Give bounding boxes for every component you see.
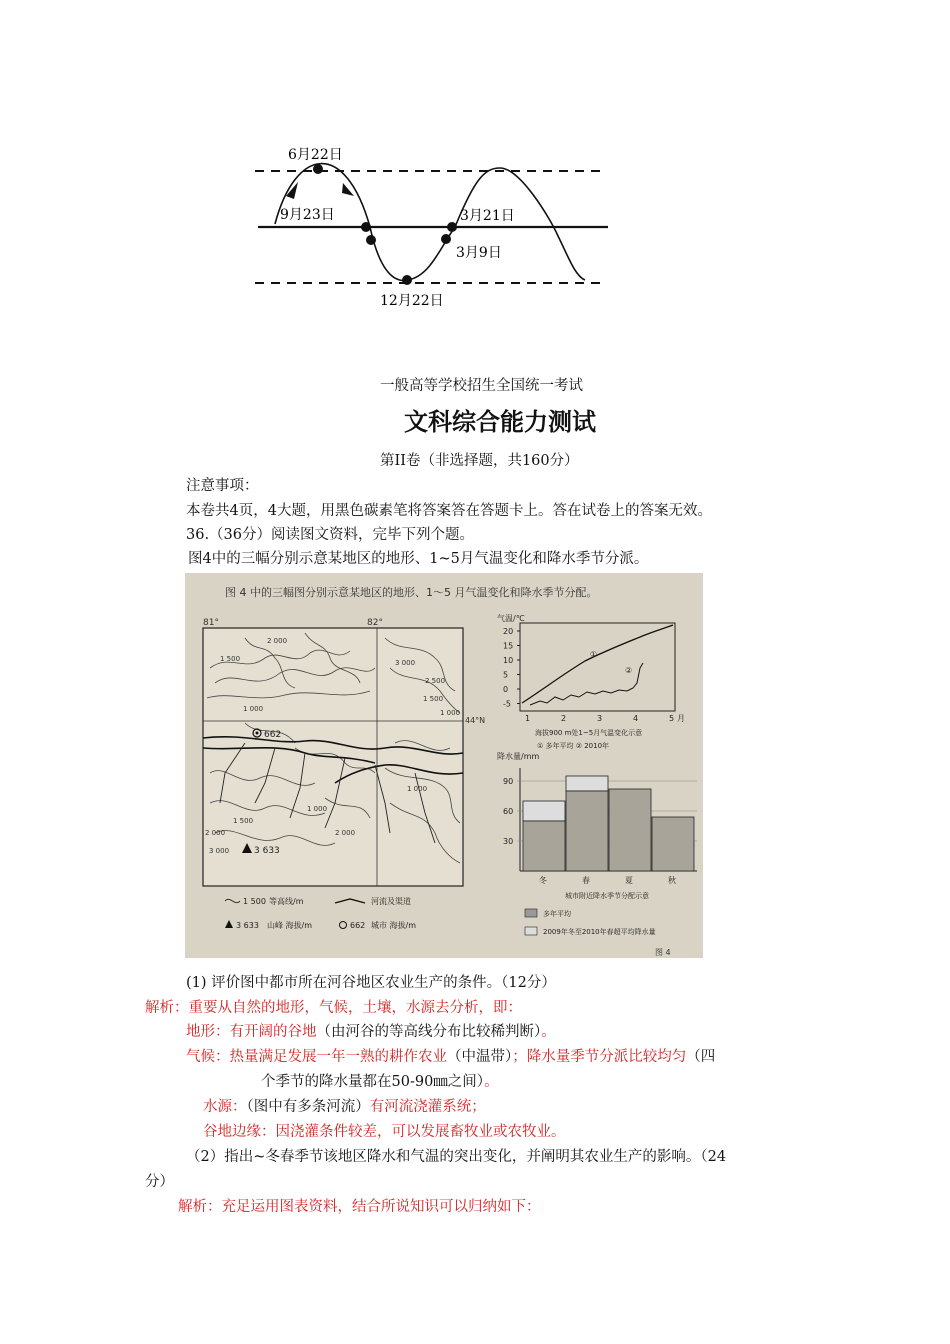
map-contour-label: 1 500 — [233, 817, 254, 825]
precip-bar-average — [566, 791, 608, 871]
temp-xtick-label: 3 — [597, 714, 603, 723]
legend-river-label: 河流及渠道 — [371, 897, 411, 906]
question-2-line1: （2）指出~冬春季节该地区降水和气温的突出变化，并阐明其农业生产的影响。（24 — [186, 1149, 727, 1165]
precip-category-label: 春 — [582, 876, 590, 885]
map-contour-label: 2 000 — [267, 637, 288, 645]
label-mar21: 3月21日 — [460, 208, 515, 224]
answer-1-intro: 解析：重要从自然的地形，气候，土壤，水源去分析，即： — [145, 1000, 522, 1016]
terrain-note: （由河谷的等高线分布比较稀判断） — [316, 1024, 542, 1040]
label-mar9: 3月9日 — [456, 245, 502, 261]
temp-xtick-label: 4 — [633, 714, 639, 723]
question-36: 36.（36分）阅读图文资料，完毕下列个题。 — [186, 527, 475, 543]
temp-xtick-label: 5 — [669, 714, 675, 723]
map-lon-81: 81° — [203, 618, 219, 628]
precip-ytick-label: 30 — [503, 837, 514, 846]
legend-peak-label: 山峰 海拔/m — [267, 921, 313, 930]
sep-after-dot — [366, 235, 376, 245]
legend-contour-value: 1 500 — [243, 897, 266, 906]
map-contour-label: 1 500 — [423, 695, 444, 703]
legend-city-value: 662 — [350, 921, 366, 930]
map-lon-82: 82° — [367, 618, 383, 628]
temp-marker-2: ② — [625, 666, 633, 675]
map-peak-elevation: 3 633 — [254, 846, 280, 856]
temp-ytick-label: 5 — [503, 670, 509, 680]
precip-legend-2: 2009年冬至2010年春超平均降水量 — [543, 928, 656, 936]
exam-title: 文科综合能力测试 — [404, 407, 596, 436]
map-lat-44: 44°N — [465, 716, 486, 725]
temp-ytick-label: 15 — [503, 641, 514, 651]
water-label: 水源： — [203, 1099, 247, 1115]
climate-answer-1: 热量满足发展一年一熟的耕作农业 — [229, 1049, 447, 1065]
precip-legend-1: 多年平均 — [543, 910, 571, 918]
temp-xtick-label: 2 — [561, 714, 567, 723]
temp-ytick-label: 20 — [503, 627, 514, 636]
topo-map — [203, 618, 485, 886]
temp-marker-1: ① — [590, 650, 598, 659]
temp-ytick-label: 0 — [503, 685, 509, 694]
climate-note-2: （四 — [686, 1049, 716, 1065]
legend-contour-label: 等高线/m — [269, 897, 304, 906]
legend-city-label: 城市 海拔/m — [371, 921, 417, 930]
precip-ytick-label: 60 — [503, 807, 514, 816]
precip-bar-average — [652, 817, 694, 871]
notice-text: 本卷共4页，4大题，用黑色碳素笔将答案答在答题卡上。答在试卷上的答案无效。 — [186, 503, 712, 519]
precip-category-label: 夏 — [625, 876, 633, 885]
temp-xtick-label: 1 — [525, 714, 531, 723]
climate-note-1: （中温带） — [447, 1049, 513, 1065]
map-contour-label: 1 000 — [440, 709, 461, 717]
figure-4-drawing — [185, 573, 703, 958]
answer-1-water — [203, 1097, 486, 1117]
dec22-dot — [402, 275, 412, 285]
answer-1-climate — [186, 1047, 715, 1067]
precip-bar-average — [609, 789, 651, 871]
map-contour-label: 1 000 — [307, 805, 328, 813]
mar9-dot — [441, 234, 451, 244]
figure-intro: 图4中的三幅分别示意某地区的地形、1~5月气温变化和降水季节分派。 — [188, 551, 649, 567]
legend-peak-value: 3 633 — [236, 921, 259, 930]
terrain-label: 地形： — [186, 1024, 230, 1040]
exam-volume: 第II卷（非选择题，共160分） — [380, 453, 579, 469]
precip-category-label: 秋 — [668, 876, 676, 885]
sep23-dot — [361, 222, 371, 232]
water-note: （图中有多条河流） — [246, 1099, 370, 1115]
map-contour-label: 1 000 — [407, 785, 428, 793]
answer-2-intro: 解析：充足运用图表资料，结合所说知识可以归纳如下： — [178, 1199, 541, 1215]
figure-4-photo — [185, 573, 703, 958]
figure-4-caption: 图 4 中的三幅图分别示意某地区的地形、1～5 月气温变化和降水季节分配。 — [225, 586, 598, 599]
map-contour-label: 1 000 — [243, 705, 264, 713]
precip-bar-extra — [566, 776, 608, 791]
map-contour-label: 2 500 — [425, 677, 446, 685]
figure-4-footer: 图 4 — [655, 948, 671, 957]
precip-caption: 城市附近降水季节分配示意 — [565, 892, 649, 900]
map-contour-label: 2 000 — [335, 829, 356, 837]
climate-answer-2: ；降水量季节分派比较均匀 — [512, 1049, 687, 1065]
temp-legend: ① 多年平均 ② 2010年 — [537, 742, 610, 750]
map-contour-label: 3 000 — [209, 847, 230, 855]
label-jun22: 6月22日 — [288, 147, 343, 163]
water-answer: 有河流浇灌系统； — [369, 1099, 486, 1115]
precip-bar-average — [523, 821, 565, 871]
temp-ylabel: 气温/℃ — [497, 614, 525, 623]
map-city-elevation: 662 — [264, 730, 282, 740]
answer-1-edge: 谷地边缘：因浇灌条件较差，可以发展畜牧业或农牧业。 — [203, 1124, 566, 1140]
answer-1-terrain — [186, 1022, 556, 1042]
label-dec22: 12月22日 — [380, 293, 444, 309]
climate-label: 气候： — [186, 1049, 230, 1065]
notice-heading: 注意事项： — [186, 478, 259, 494]
precip-category-label: 冬 — [539, 876, 547, 885]
climate-end: 。 — [484, 1074, 499, 1090]
temp-caption: 海拔900 m处1~5月气温变化示意 — [535, 729, 643, 737]
jun22-dot — [313, 164, 323, 174]
precip-ylabel: 降水量/mm — [497, 752, 540, 761]
terrain-answer: 有开阔的谷地 — [229, 1024, 317, 1040]
map-contour-label: 2 000 — [205, 829, 226, 837]
climate-cont: 个季节的降水量都在50-90㎜之间） — [261, 1074, 485, 1090]
map-contour-label: 1 500 — [220, 655, 241, 663]
temp-ytick-label: -5 — [503, 699, 511, 709]
precip-ytick-label: 90 — [503, 777, 514, 786]
exam-subtitle: 一般高等学校招生全国统一考试 — [380, 378, 583, 394]
question-2-line2: 分） — [145, 1174, 174, 1190]
map-contour-label: 3 000 — [395, 659, 416, 667]
temp-ytick-label: 10 — [503, 656, 514, 665]
precip-bar-extra — [523, 801, 565, 821]
mar21-dot — [447, 222, 457, 232]
answer-1-climate-cont — [261, 1072, 499, 1092]
terrain-end: 。 — [541, 1024, 556, 1040]
question-1: (1) 评价图中都市所在河谷地区农业生产的条件。（12分） — [186, 975, 556, 991]
label-sep23: 9月23日 — [280, 207, 335, 223]
temp-xunit: 月 — [677, 714, 685, 723]
solar-declination-diagram — [250, 138, 620, 318]
